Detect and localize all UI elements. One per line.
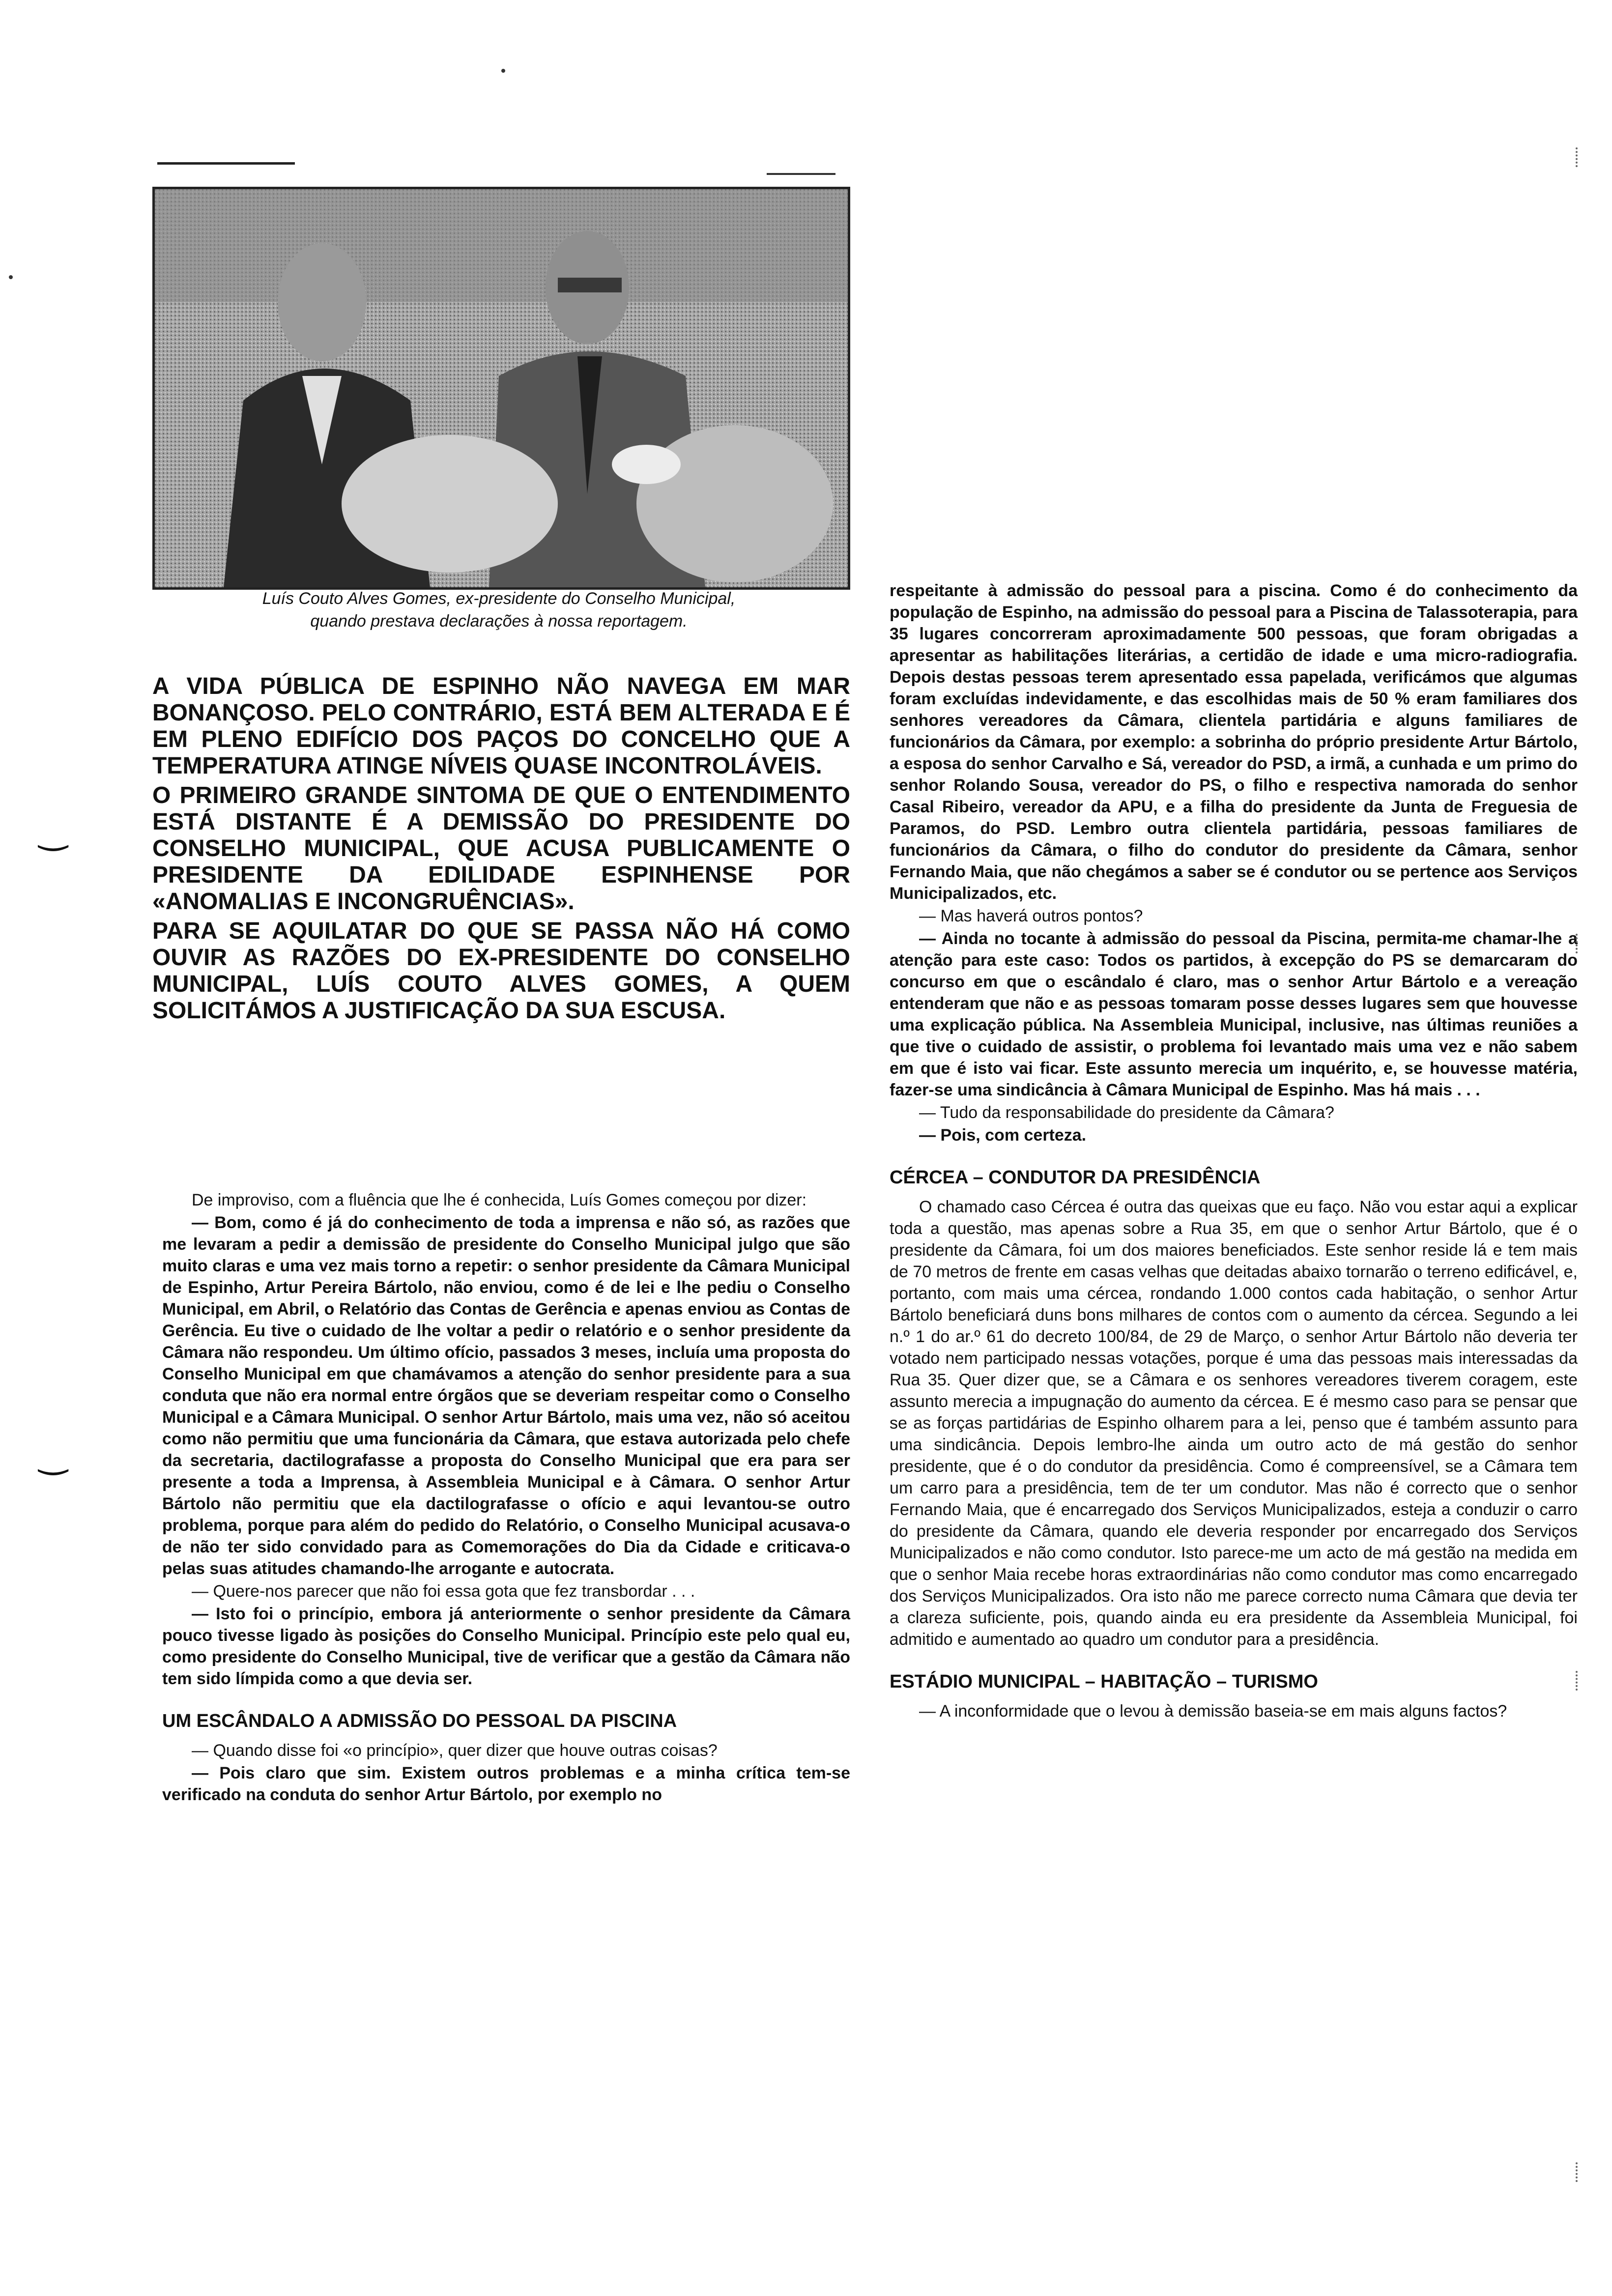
article-column-left (162, 1189, 850, 1807)
scan-speck (501, 69, 505, 73)
question-paragraph: — A inconformidade que o levou à demissão baseia-se em mais alguns factos? (919, 1702, 1507, 1721)
lead-paragraph-2: O PRIMEIRO GRANDE SINTOMA DE QUE O ENTENDIMENTO ESTÁ DISTANTE É A DEMISSÃO DO PRESIDENTE DO CONSELHO MUNICIPAL, QUE ACUSA PUBLICAMENTE O PRESIDENTE DA EDILIDADE ESPINHENSE POR «ANOMALIAS E INCONGRUÊNCIAS». (152, 782, 850, 915)
answer-paragraph: — Isto foi o princípio, embora já anteriormente o senhor presidente da Câmara pouco tivesse ligado às posições do Conselho Municipal. Princípio este pelo qual eu, como presidente do Conselho Municipal, tive de verificar que a gestão da Câmara não tem sido límpida como a que devia ser. (162, 1605, 850, 1688)
section-heading-estadio: ESTÁDIO MUNICIPAL – HABITAÇÃO – TURISMO (890, 1671, 1318, 1692)
scan-edge-mark (1573, 934, 1578, 953)
lead-paragraph-1: A VIDA PÚBLICA DE ESPINHO NÃO NAVEGA EM MAR BONANÇOSO. PELO CONTRÁRIO, ESTÁ BEM ALTERADA E É EM PLENO EDIFÍCIO DOS PAÇOS DO CONCELHO QUE A TEMPERATURA ATINGE NÍVEIS QUASE INCONTROLÁVEIS. (152, 673, 850, 779)
scan-edge-mark (1573, 147, 1578, 167)
scan-edge-mark (1573, 1671, 1578, 1691)
interview-photo (152, 187, 850, 590)
intro-paragraph: De improviso, com a fluência que lhe é conhecida, Luís Gomes começou por dizer: (192, 1191, 807, 1209)
photo-illustration (155, 189, 848, 587)
question-paragraph: — Quere-nos parecer que não foi essa gota que fez transbordar . . . (192, 1582, 695, 1601)
answer-paragraph: — Bom, como é já do conhecimento de toda a imprensa e não só, as razões que me levaram a pedir a demissão de presidente do Conselho Municipal julgo que são muito claras e uma vez mais torno a repetir: o senhor presidente da Câmara Municipal de Espinho, Artur Pereira Bártolo, não enviou, como é de lei e lhe pediu o Conselho Municipal, em Abril, o Relatório das Contas de Gerência e apenas enviou as Contas de Gerência. Eu tive o cuidado de lhe voltar a pedir o relatório e o senhor presidente da Câmara não respondeu. Um último ofício, passados 3 meses, incluía uma proposta do Conselho Municipal em que chamávamos a atenção do senhor presidente para a sua conduta que não era normal entre órgãos que se deveriam respeitar como o Conselho Municipal e a Câmara Municipal. O senhor Artur Bártolo, mais uma vez, não só aceitou como não permitiu que uma funcionária da Câmara, que estava autorizada pelo chefe da secretaria, dactilografasse a proposta do Conselho Municipal que era para ser presente a toda a Imprensa, à Assembleia Municipal e à Câmara. O senhor Artur Bártolo não permitiu que ela dactilografasse o ofício e aqui levantou-se outro problema, porque para além do pedido do Relatório, o Conselho Municipal acusava-o de não ter sido convidado para as Comemorações do Dia da Cidade e criticava-o pelas suas atitudes chamando-lhe arrogante e autocrata. (162, 1213, 850, 1578)
caption-line-2: quando prestava declarações à nossa reportagem. (310, 612, 688, 631)
section-heading-cercea: CÉRCEA – CONDUTOR DA PRESIDÊNCIA (890, 1167, 1261, 1188)
section-heading-piscina: UM ESCÂNDALO A ADMISSÃO DO PESSOAL DA PISCINA (162, 1711, 677, 1731)
lead-paragraph-3: PARA SE AQUILATAR DO QUE SE PASSA NÃO HÁ COMO OUVIR AS RAZÕES DO EX-PRESIDENTE DO CONSELHO MUNICIPAL, LUÍS COUTO ALVES GOMES, A QUEM SOLICITÁMOS A JUSTIFICAÇÃO DA SUA ESCUSA. (152, 918, 850, 1024)
top-rule-short (767, 173, 835, 175)
margin-mark-icon: ‿ (39, 1436, 67, 1474)
lead-intro (152, 673, 850, 1027)
answer-paragraph: — Pois claro que sim. Existem outros problemas e a minha crítica tem-se verificado na conduta do senhor Artur Bártolo, por exemplo no (162, 1764, 850, 1804)
margin-mark-icon: ‿ (39, 812, 67, 850)
answer-paragraph: — Ainda no tocante à admissão do pessoal da Piscina, permita-me chamar-lhe a atenção para este caso: Todos os partidos, à excepção do PS se demarcaram do concurso em que o escândalo é claro, mas o senhor Artur Bártolo e a vereação entenderam que não e as pessoas tomaram posse desses lugares sem que houvesse uma explicação pública. Na Assembleia Municipal, inclusive, nas últimas reuniões a que tive o cuidado de assistir, o problema foi levantado mais uma vez e não sabem em que é isto vai ficar. Este assunto merecia um inquérito, e, se houvesse matéria, fazer-se uma sindicância à Câmara Municipal de Espinho. Mas há mais . . . (890, 929, 1578, 1099)
answer-paragraph: respeitante à admissão do pessoal para a piscina. Como é do conhecimento da população de Espinho, na admissão do pessoal para a Piscina de Talassoterapia, para 35 lugares concorreram aproximadamente 500 pessoas, que foram obrigadas a apresentar as habilitações literárias, a certidão de idade e uma micro-radiografia. Depois destas pessoas terem apresentado essa papelada, verificámos que algumas foram excluídas indevidamente, e das escolhidas mais de 50 % eram familiares dos senhores vereadores da Câmara, clientela partidária e alguns familiares de funcionários da Câmara, por exemplo: a sobrinha do próprio presidente Artur Bártolo, a esposa do senhor Carvalho e Sá, vereador do PSD, a irmã, a cunhada e um primo do senhor Rolando Sousa, vereador do PS, o filho e respectiva namorada do senhor Casal Ribeiro, vereador da APU, e a filha do presidente da Junta de Freguesia de Paramos, do PSD. Lembro outra clientela partidária, pessoas familiares de funcionários da Câmara, o filho do condutor do presidente da Câmara, senhor Fernando Maia, que não chegámos a saber se é condutor ou se pertence aos Serviços Municipalizados, etc. (890, 581, 1578, 903)
photo-caption (167, 587, 831, 632)
question-paragraph: — Tudo da responsabilidade do presidente da Câmara? (919, 1103, 1334, 1122)
question-paragraph: — Mas haverá outros pontos? (919, 907, 1143, 925)
body-paragraph: O chamado caso Cércea é outra das queixas que eu faço. Não vou estar aqui a explicar toda a questão, mas apenas sobre a Rua 35, em que o senhor Artur Bártolo, que é o presidente da Câmara, foi um dos maiores beneficiados. Este senhor reside lá e tem mais de 70 metros de frente em casas velhas que deitadas abaixo tornarão o terreno edificável, e, portanto, com mais uma cércea, rondando 1.000 contos cada habitação, o senhor Artur Bártolo beneficiará duns bons milhares de contos com o aumento da cércea. Segundo a lei n.º 1 do ar.º 61 do decreto 100/84, de 29 de Março, o senhor Artur Bártolo não deveria ter votado nem participado nessas votações, porque é uma das pessoas mais interessadas da Rua 35. Quer dizer que, se a Câmara e os senhores vereadores tiverem coragem, este assunto merecia a impugnação do aumento da cércea. E é mesmo caso para se pensar que se as forças partidárias de Espinho olharem para a lei, penso que é também assunto para uma sindicância. Depois lembro-lhe ainda um outro acto de má gestão do senhor presidente, que é o do condutor da presidência. Como é compreensível, se a Câmara tem um carro para a presidência, tem de ter um condutor. Mas não é correcto que o senhor Fernando Maia, que é encarregado dos Serviços Municipalizados, esteja a conduzir o carro do presidente da Câmara, quando ele deveria responder por encarregado dos Serviços Municipalizados e não como condutor. Isto parece-me um acto de má gestão na medida em que o senhor Maia recebe horas extraordinárias não como condutor mas como encarregado dos Serviços Municipalizados. Ora isto não me parece correcto numa Câmara que devia ter a clareza suficiente, pois, quando ainda eu era presidente da Assembleia Municipal, foi admitido e aumentado ao quadro um condutor para a presidência. (890, 1198, 1578, 1649)
scan-speck (9, 275, 13, 279)
caption-line-1: Luís Couto Alves Gomes, ex-presidente do Conselho Municipal, (262, 589, 736, 608)
scan-edge-mark (1573, 2162, 1578, 2182)
article-column-right (890, 580, 1578, 1723)
top-rule (157, 162, 295, 165)
question-paragraph: — Quando disse foi «o princípio», quer dizer que houve outras coisas? (192, 1741, 718, 1760)
answer-paragraph: — Pois, com certeza. (919, 1126, 1087, 1145)
